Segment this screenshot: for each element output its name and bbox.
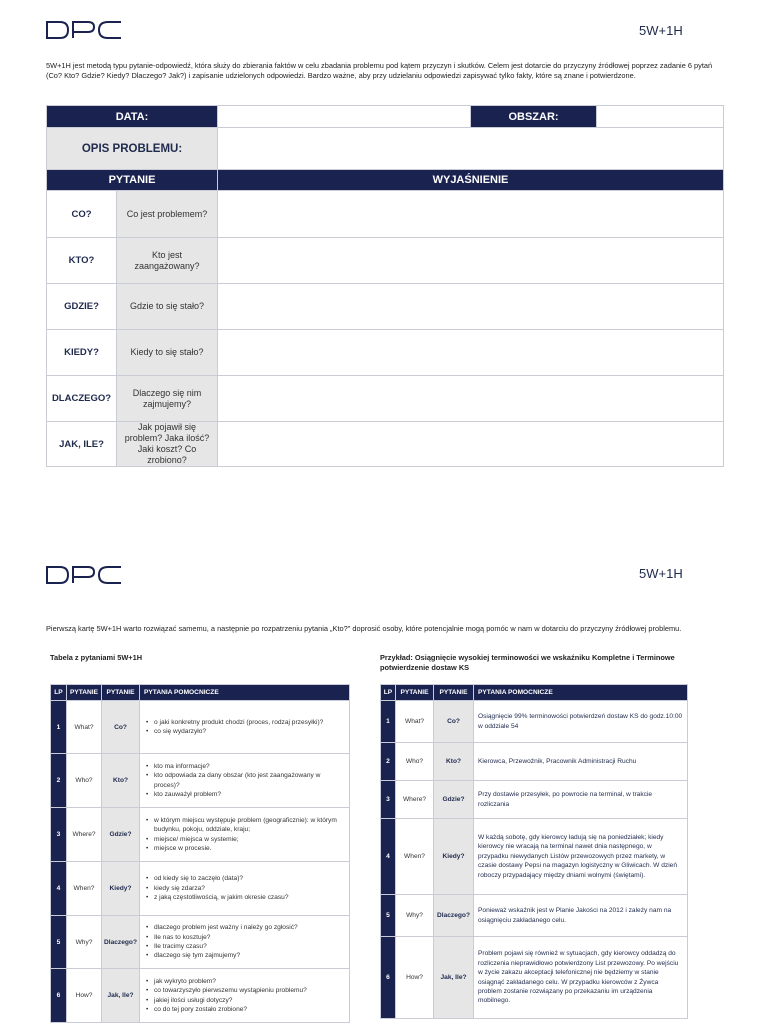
question-pl: Co? [434,701,474,743]
help-item: • co do tej pory zostało zrobione? [146,1005,343,1014]
help-questions [140,701,350,754]
question-pl: Jak, Ile? [102,969,140,1023]
question-hint: Dlaczego się nim zajmujemy? [117,376,218,422]
questions-table [50,684,350,1023]
obszar-label: OBSZAR: [471,106,597,128]
answer-field[interactable] [218,422,724,467]
table-row [381,743,688,781]
row-number: 1 [381,701,396,743]
help-item: • jakiej ilości usługi dotyczy? [146,996,343,1005]
question-en: Where? [67,808,102,862]
help-item: • dlaczego się tym zajmujemy? [146,951,343,960]
table-row [51,754,350,808]
form-row [47,330,724,376]
help-item: • jak wykryto problem? [146,977,343,986]
table-row [381,895,688,937]
help-item: • Ile nas to kosztuje? [146,933,343,942]
question-en: Who? [67,754,102,808]
question-en: When? [67,862,102,916]
question-hint: Gdzie to się stało? [117,284,218,330]
table-row [51,808,350,862]
table-row [381,819,688,895]
question-pl: Kto? [102,754,140,808]
table-row [381,781,688,819]
answer-field[interactable] [218,238,724,284]
table-row [381,937,688,1019]
answer-field[interactable] [218,330,724,376]
row-number: 5 [381,895,396,937]
example-answer: Kierowca, Przewoźnik, Pracownik Administracji Ruchu [474,743,688,781]
example-answer: Przy dostawie przesyłek, po powrocie na terminal, w trakcie rozliczania [474,781,688,819]
question-en: Where? [396,781,434,819]
data-label: DATA: [47,106,218,128]
help-questions [140,916,350,969]
help-item: • kto zauważył problem? [146,790,343,799]
answer-field[interactable] [218,376,724,422]
question-pl: Gdzie? [434,781,474,819]
question-hint: Kiedy to się stało? [117,330,218,376]
row-number: 5 [51,916,67,969]
help-item: • co towarzyszyło pierwszemu wystąpieniu problemu? [146,986,343,995]
lp-header: LP [51,685,67,701]
row-number: 1 [51,701,67,754]
row-number: 6 [381,937,396,1019]
help-item: • kto odpowiada za dany obszar (kto jest zaangażowany w proces)? [146,771,343,790]
question-label: CO? [47,191,117,238]
help-item: • z jaką częstotliwością, w jakim okresie czasu? [146,893,343,902]
page-title: 5W+1H [639,23,683,38]
left-table-title: Tabela z pytaniami 5W+1H [50,653,143,662]
question-en: Who? [396,743,434,781]
question-en: When? [396,819,434,895]
help-questions [140,754,350,808]
question-pl: Gdzie? [102,808,140,862]
pytanie-en-header: PYTANIE [396,685,434,701]
question-hint: Jak pojawił się problem? Jaka ilość? Jaki koszt? Co zrobiono? [117,422,218,467]
help-item: • kiedy się zdarza? [146,884,343,893]
pytanie-pl-header: PYTANIE [102,685,140,701]
question-pl: Kto? [434,743,474,781]
question-en: Why? [396,895,434,937]
table-row [51,862,350,916]
question-en: What? [67,701,102,754]
pomocnicze-header: PYTANIA POMOCNICZE [140,685,350,701]
row-number: 3 [381,781,396,819]
obszar-field[interactable] [597,106,724,128]
table-row [381,701,688,743]
dpd-logo-icon [46,565,122,585]
intro-text: Pierwszą kartę 5W+1H warto rozwiązać samemu, a następnie po rozpatrzeniu pytania „Kto?" doprosić osoby, które potencjalnie mogą pomóc w nam w dotarciu do przyczyny źródłowej problemu. [46,624,682,633]
question-pl: Co? [102,701,140,754]
example-answer: Ponieważ wskaźnik jest w Planie Jakości na 2012 i zależy nam na osiągnięciu zakładanego celu. [474,895,688,937]
help-questions [140,808,350,862]
page-title: 5W+1H [639,566,683,581]
form-row [47,376,724,422]
help-item: • od kiedy się to zaczęło (data)? [146,874,343,883]
form-row [47,284,724,330]
question-hint: Co jest problemem? [117,191,218,238]
pomocnicze-header: PYTANIA POMOCNICZE [474,685,688,701]
help-item: • Ile tracimy czasu? [146,942,343,951]
question-pl: Dlaczego? [434,895,474,937]
help-item: • o jaki konkretny produkt chodzi (proces, rodzaj przesyłki)? [146,718,343,727]
help-item: • co się wydarzyło? [146,727,343,736]
lp-header: LP [381,685,396,701]
question-en: Why? [67,916,102,969]
row-number: 4 [51,862,67,916]
form-row [47,422,724,467]
answer-field[interactable] [218,284,724,330]
question-en: How? [396,937,434,1019]
help-item: • dlaczego problem jest ważny i należy go zgłosić? [146,923,343,932]
example-table [380,684,688,1019]
question-label: JAK, ILE? [47,422,117,467]
question-en: What? [396,701,434,743]
form-row [47,191,724,238]
row-number: 4 [381,819,396,895]
help-item: • miejsce w procesie. [146,844,343,853]
help-item: • miejsce/ miejsca w systemie; [146,835,343,844]
table-row [51,701,350,754]
row-number: 3 [51,808,67,862]
row-number: 2 [381,743,396,781]
question-pl: Dlaczego? [102,916,140,969]
5w1h-form-table [46,105,724,467]
row-number: 6 [51,969,67,1023]
data-field[interactable] [218,106,471,128]
wyjasnienie-header: WYJAŚNIENIE [218,170,724,191]
pytanie-header: PYTANIE [47,170,218,191]
dpd-logo-icon [46,20,122,40]
opis-problemu-label: OPIS PROBLEMU: [47,128,218,170]
help-questions [140,969,350,1023]
pytanie-en-header: PYTANIE [67,685,102,701]
question-pl: Kiedy? [434,819,474,895]
help-item: • kto ma informacje? [146,762,343,771]
table-row [51,916,350,969]
pytanie-pl-header: PYTANIE [434,685,474,701]
row-number: 2 [51,754,67,808]
opis-problemu-field[interactable] [218,128,724,170]
form-row [47,238,724,284]
question-pl: Kiedy? [102,862,140,916]
question-pl: Jak, Ile? [434,937,474,1019]
example-answer: Osiągnięcie 99% terminowości potwierdzeń dostaw KS do godz.10:00 w oddziale 54 [474,701,688,743]
example-answer: W każdą sobotę, gdy kierowcy ładują się na poniedziałek; kiedy kierowcy nie wracają na terminal nawet dnia następnego, w przypadku niewydanych Listów przewozowych przez markety, w czasie dostawy Pepsi na magazyn logistyczny w Gliwicach. W dzień roboczy przypadający między dniami wolnymi (świętami). [474,819,688,895]
example-answer: Problem pojawi się również w sytuacjach, gdy kierowcy oddadzą do rozliczenia nieprawidłowo potwierdzony List przewozowy. Po wejściu w życie zakazu akceptacji telefonicznej nie będziemy w stanie osiągnąć zakładanego celu. W przypadku kierowców z Żywca problem zostanie rozwiązany po przekazaniu im urządzenia mobilnego. [474,937,688,1019]
table-row [51,969,350,1023]
question-hint: Kto jest zaangażowany? [117,238,218,284]
help-item: • w którym miejscu występuje problem (geograficznie): w którym budynku, pokoju, oddziale, kraju; [146,816,343,835]
question-label: GDZIE? [47,284,117,330]
help-questions [140,862,350,916]
question-label: KIEDY? [47,330,117,376]
answer-field[interactable] [218,191,724,238]
question-label: KTO? [47,238,117,284]
right-table-title: Przykład: Osiągnięcie wysokiej terminowości we wskaźniku Kompletne i Terminowe potwierdzenie dostaw KS [380,653,675,672]
intro-text: 5W+1H jest metodą typu pytanie-odpowiedź, która służy do zbierania faktów w celu zbadania problemu pod kątem przyczyn i skutków. Celem jest dotarcie do przyczyny źródłowej poprzez zadanie 6 pytań (Co? Kto? Gdzie? Kiedy? Dlaczego? Jak?) i zapisanie udzielonych odpowiedzi. Bardzo ważne, aby przy udzielaniu odpowiedzi zapisywać tylko fakty, które są znane i potwierdzone. [46,61,713,80]
question-label: DLACZEGO? [47,376,117,422]
question-en: How? [67,969,102,1023]
